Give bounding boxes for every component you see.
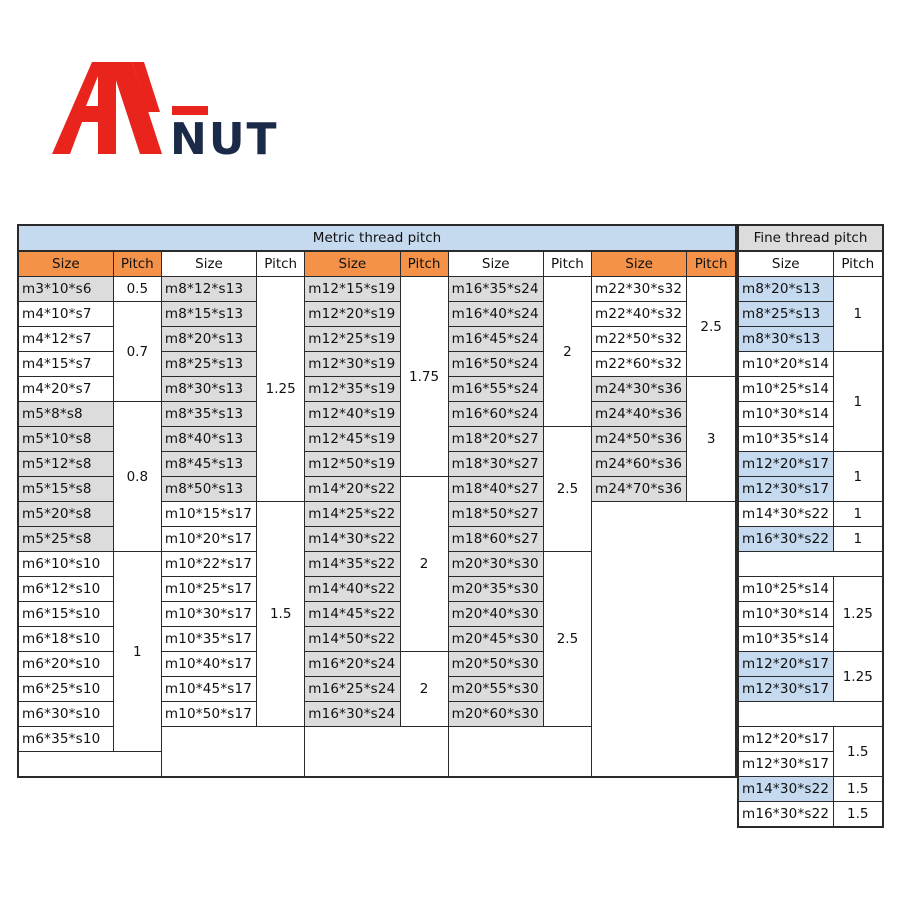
size-cell: m10*25*s14: [738, 577, 833, 602]
size-cell: m12*50*s19: [305, 452, 400, 477]
pitch-cell: 1.25: [833, 652, 883, 702]
size-cell: m18*60*s27: [448, 527, 543, 552]
metric-header-row: [18, 251, 736, 277]
size-cell: m18*50*s27: [448, 502, 543, 527]
size-cell: m16*30*s22: [738, 802, 833, 828]
table-row: [738, 727, 883, 752]
size-cell: m5*25*s8: [18, 527, 113, 552]
table-row: [738, 277, 883, 302]
pitch-cell: 2.5: [543, 427, 591, 552]
size-cell: m24*50*s36: [592, 427, 687, 452]
metric-size-header: Size: [448, 251, 543, 277]
pitch-cell: 1.25: [257, 277, 305, 502]
fine-pitch-header: Pitch: [833, 251, 883, 277]
table-row: [738, 702, 883, 727]
size-cell: m8*20*s13: [161, 327, 256, 352]
table-row: [738, 802, 883, 828]
pitch-cell: 2: [400, 477, 448, 652]
size-cell: m12*40*s19: [305, 402, 400, 427]
table-row: [738, 552, 883, 577]
size-cell: m6*35*s10: [18, 727, 113, 752]
pitch-cell: 0.5: [113, 277, 161, 302]
size-cell: m8*45*s13: [161, 452, 256, 477]
size-cell: m14*30*s22: [738, 502, 833, 527]
size-cell: m8*25*s13: [738, 302, 833, 327]
size-cell: m22*40*s32: [592, 302, 687, 327]
size-cell: m12*45*s19: [305, 427, 400, 452]
size-cell: m16*45*s24: [448, 327, 543, 352]
pitch-cell: 1: [833, 277, 883, 352]
size-cell: m8*25*s13: [161, 352, 256, 377]
pitch-cell: 1.5: [833, 802, 883, 828]
logo-mark-left-leg: [52, 62, 116, 154]
size-cell: m20*35*s30: [448, 577, 543, 602]
size-cell: m12*20*s17: [738, 452, 833, 477]
size-cell: m10*50*s17: [161, 702, 256, 727]
empty-area: [18, 752, 161, 777]
metric-pitch-header: Pitch: [687, 251, 736, 277]
size-cell: m5*20*s8: [18, 502, 113, 527]
separator-row: [738, 702, 883, 727]
size-cell: m10*35*s14: [738, 427, 833, 452]
pitch-cell: 2: [400, 652, 448, 727]
size-cell: m16*30*s22: [738, 527, 833, 552]
pitch-cell: 1: [833, 352, 883, 452]
size-cell: m12*15*s19: [305, 277, 400, 302]
size-cell: m20*30*s30: [448, 552, 543, 577]
table-row: [18, 402, 736, 427]
size-cell: m12*20*s17: [738, 652, 833, 677]
pitch-cell: 1.5: [833, 777, 883, 802]
size-cell: m12*20*s17: [738, 727, 833, 752]
separator-row: [738, 552, 883, 577]
size-cell: m4*12*s7: [18, 327, 113, 352]
size-cell: m16*30*s24: [305, 702, 400, 727]
size-cell: m8*40*s13: [161, 427, 256, 452]
size-cell: m18*40*s27: [448, 477, 543, 502]
size-cell: m10*30*s17: [161, 602, 256, 627]
size-cell: m24*30*s36: [592, 377, 687, 402]
pitch-cell: 1.25: [833, 577, 883, 652]
table-row: [18, 277, 736, 302]
size-cell: m10*20*s17: [161, 527, 256, 552]
size-cell: m20*55*s30: [448, 677, 543, 702]
brand-logo: [52, 62, 292, 162]
metric-pitch-header: Pitch: [543, 251, 591, 277]
size-cell: m10*35*s17: [161, 627, 256, 652]
size-cell: m10*20*s14: [738, 352, 833, 377]
size-cell: m14*25*s22: [305, 502, 400, 527]
size-cell: m16*35*s24: [448, 277, 543, 302]
size-cell: m5*15*s8: [18, 477, 113, 502]
table-row: [738, 652, 883, 677]
size-cell: m10*15*s17: [161, 502, 256, 527]
size-cell: m16*40*s24: [448, 302, 543, 327]
size-cell: m14*35*s22: [305, 552, 400, 577]
pitch-cell: 2: [543, 277, 591, 427]
size-cell: m8*12*s13: [161, 277, 256, 302]
empty-area: [161, 727, 304, 777]
size-cell: m14*30*s22: [305, 527, 400, 552]
empty-area: [592, 502, 737, 777]
size-cell: m5*8*s8: [18, 402, 113, 427]
size-cell: m12*30*s17: [738, 477, 833, 502]
size-cell: m24*70*s36: [592, 477, 687, 502]
size-cell: m24*40*s36: [592, 402, 687, 427]
size-cell: m10*30*s14: [738, 602, 833, 627]
size-cell: m14*20*s22: [305, 477, 400, 502]
size-cell: m10*45*s17: [161, 677, 256, 702]
size-cell: m18*30*s27: [448, 452, 543, 477]
table-row: [738, 502, 883, 527]
metric-pitch-header: Pitch: [113, 251, 161, 277]
size-cell: m6*15*s10: [18, 602, 113, 627]
pitch-cell: 1.5: [833, 727, 883, 777]
size-cell: m16*25*s24: [305, 677, 400, 702]
size-cell: m6*10*s10: [18, 552, 113, 577]
size-cell: m12*25*s19: [305, 327, 400, 352]
size-cell: m22*30*s32: [592, 277, 687, 302]
size-cell: m10*25*s14: [738, 377, 833, 402]
size-cell: m6*18*s10: [18, 627, 113, 652]
size-cell: m20*40*s30: [448, 602, 543, 627]
size-cell: m22*60*s32: [592, 352, 687, 377]
size-cell: m4*20*s7: [18, 377, 113, 402]
pitch-cell: 1: [833, 452, 883, 502]
size-cell: m12*30*s17: [738, 752, 833, 777]
size-cell: m14*50*s22: [305, 627, 400, 652]
fine-thread-table: [737, 224, 884, 828]
metric-pitch-header: Pitch: [400, 251, 448, 277]
size-cell: m6*25*s10: [18, 677, 113, 702]
metric-size-header: Size: [161, 251, 256, 277]
size-cell: m22*50*s32: [592, 327, 687, 352]
size-cell: m4*10*s7: [18, 302, 113, 327]
size-cell: m20*50*s30: [448, 652, 543, 677]
size-cell: m8*20*s13: [738, 277, 833, 302]
size-cell: m6*20*s10: [18, 652, 113, 677]
size-cell: m16*55*s24: [448, 377, 543, 402]
size-cell: m14*30*s22: [738, 777, 833, 802]
metric-size-header: Size: [305, 251, 400, 277]
size-cell: m3*10*s6: [18, 277, 113, 302]
size-cell: m8*30*s13: [738, 327, 833, 352]
fine-table-title: Fine thread pitch: [738, 225, 883, 251]
metric-size-header: Size: [592, 251, 687, 277]
size-cell: m12*30*s17: [738, 677, 833, 702]
size-cell: m12*30*s19: [305, 352, 400, 377]
pitch-cell: 1: [833, 502, 883, 527]
size-cell: m8*35*s13: [161, 402, 256, 427]
metric-pitch-header: Pitch: [257, 251, 305, 277]
brand-name: NUT: [170, 114, 279, 162]
table-row: [738, 527, 883, 552]
size-cell: m20*60*s30: [448, 702, 543, 727]
size-cell: m12*20*s19: [305, 302, 400, 327]
pitch-cell: 1.75: [400, 277, 448, 477]
metric-thread-table: [17, 224, 737, 778]
metric-table-title: Metric thread pitch: [18, 225, 736, 251]
pitch-cell: 0.7: [113, 302, 161, 402]
fine-size-header: Size: [738, 251, 833, 277]
size-cell: m16*60*s24: [448, 402, 543, 427]
table-row: [18, 302, 736, 327]
pitch-cell: 1.5: [257, 502, 305, 727]
size-cell: m8*30*s13: [161, 377, 256, 402]
size-cell: m8*15*s13: [161, 302, 256, 327]
size-cell: m10*22*s17: [161, 552, 256, 577]
size-cell: m10*30*s14: [738, 402, 833, 427]
size-cell: m8*50*s13: [161, 477, 256, 502]
pitch-cell: 1: [113, 552, 161, 752]
size-cell: m10*40*s17: [161, 652, 256, 677]
pitch-cell: 2.5: [543, 552, 591, 727]
size-cell: m16*50*s24: [448, 352, 543, 377]
pitch-cell: 0.8: [113, 402, 161, 552]
size-cell: m10*25*s17: [161, 577, 256, 602]
size-cell: m24*60*s36: [592, 452, 687, 477]
table-row: [738, 777, 883, 802]
size-cell: m18*20*s27: [448, 427, 543, 452]
metric-size-header: Size: [18, 251, 113, 277]
size-cell: m12*35*s19: [305, 377, 400, 402]
empty-area: [448, 727, 591, 777]
size-cell: m5*10*s8: [18, 427, 113, 452]
size-cell: m10*35*s14: [738, 627, 833, 652]
size-cell: m20*45*s30: [448, 627, 543, 652]
pitch-cell: 2.5: [687, 277, 736, 377]
size-cell: m14*45*s22: [305, 602, 400, 627]
size-cell: m6*30*s10: [18, 702, 113, 727]
table-row: [738, 352, 883, 377]
size-cell: m6*12*s10: [18, 577, 113, 602]
pitch-cell: 3: [687, 377, 736, 502]
size-cell: m14*40*s22: [305, 577, 400, 602]
size-cell: m5*12*s8: [18, 452, 113, 477]
table-row: [738, 452, 883, 477]
pitch-cell: 1: [833, 527, 883, 552]
size-cell: m16*20*s24: [305, 652, 400, 677]
empty-area: [305, 727, 448, 777]
table-row: [738, 577, 883, 602]
size-cell: m4*15*s7: [18, 352, 113, 377]
